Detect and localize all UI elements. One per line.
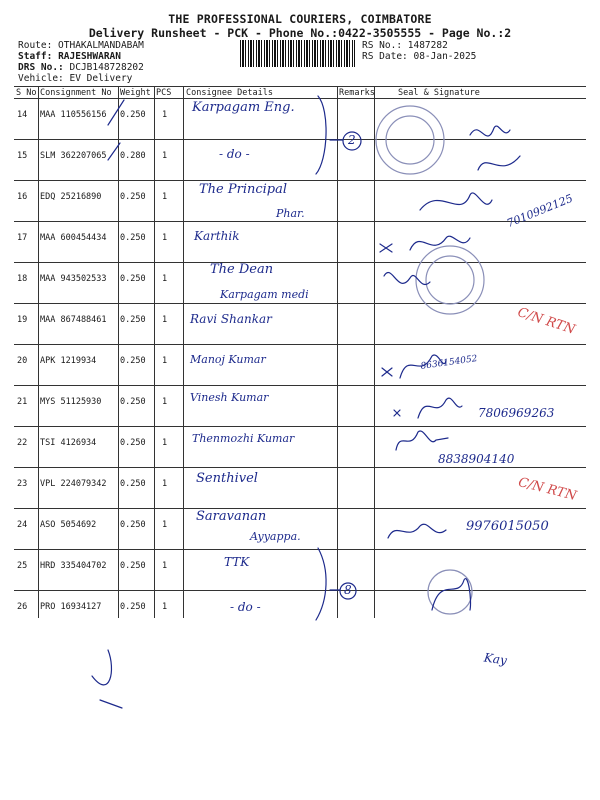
rs-date: RS Date: 08-Jan-2025 [362, 51, 477, 62]
phone-21: 7806969263 [478, 406, 555, 420]
cell-consignment: MAA 943502533 [40, 274, 107, 284]
cell-consignment: TSI 4126934 [40, 438, 97, 448]
cell-pcs: 1 [162, 479, 168, 489]
cell-sno: 16 [17, 192, 28, 202]
cell-weight: 0.250 [120, 520, 146, 530]
cn-rtn-23: C/N RTN [516, 475, 578, 504]
stray-mark [92, 650, 122, 708]
table-row [14, 303, 586, 344]
cell-sno: 18 [17, 274, 28, 284]
cell-sno: 15 [17, 151, 28, 161]
col-header-remarks: Remarks [339, 88, 375, 98]
cell-consignee: Saravanan [196, 509, 267, 524]
cell-pcs: 1 [162, 397, 168, 407]
cell-consignment: MYS 51125930 [40, 397, 102, 407]
cell-sno: 25 [17, 561, 28, 571]
table-row [14, 262, 586, 303]
table-row [14, 590, 586, 631]
cell-sno: 26 [17, 602, 28, 612]
barcode [240, 40, 355, 67]
staff-name: RAJESHWARAN [58, 51, 121, 62]
consignee-line2: Karpagam medi [220, 288, 309, 301]
cell-consignee: Karthik [194, 229, 240, 243]
cell-consignment: APK 1219934 [40, 356, 97, 366]
phone-20: 8636154052 [420, 354, 479, 372]
table-row [14, 139, 586, 180]
col-header-sno: S No [16, 88, 37, 98]
cell-weight: 0.250 [120, 315, 146, 325]
cell-weight: 0.250 [120, 192, 146, 202]
cell-consignment: HRD 335404702 [40, 561, 107, 571]
cell-sno: 23 [17, 479, 28, 489]
cell-consignee: The Dean [210, 262, 274, 277]
route-label: Route: OTHAKALMANDABAM [18, 40, 144, 51]
cell-consignee: Senthivel [196, 471, 258, 486]
cell-sno: 20 [17, 356, 28, 366]
cell-consignment: MAA 600454434 [40, 233, 107, 243]
drs-label: DRS No.: [18, 62, 64, 73]
col-header-weight: Weight [120, 88, 151, 98]
cell-sno: 17 [17, 233, 28, 243]
drs-number: DCJB148728202 [69, 62, 144, 73]
cell-sno: 21 [17, 397, 28, 407]
cell-consignment: ASO 5054692 [40, 520, 97, 530]
cell-weight: 0.250 [120, 397, 146, 407]
cn-rtn-19: C/N RTN [515, 305, 577, 338]
cell-weight: 0.250 [120, 110, 146, 120]
cell-consignee: Ravi Shankar [190, 312, 272, 326]
cell-consignee: TTK [224, 555, 250, 569]
cell-weight: 0.250 [120, 356, 146, 366]
cell-sno: 19 [17, 315, 28, 325]
consignee-line2: Ayyappa. [250, 530, 301, 543]
col-header-pcs: PCS [156, 88, 172, 98]
bottom-signature: Kay [483, 650, 508, 668]
col-header-seal: Seal & Signature [398, 88, 480, 98]
rs-number: RS No.: 1487282 [362, 40, 448, 51]
cell-consignee: Thenmozhi Kumar [192, 432, 295, 445]
cell-pcs: 1 [162, 233, 168, 243]
cell-sno: 22 [17, 438, 28, 448]
phone-22: 8838904140 [438, 452, 515, 466]
table-row [14, 221, 586, 262]
cell-pcs: 1 [162, 602, 168, 612]
cell-weight: 0.280 [120, 151, 146, 161]
cell-consignment: PRO 16934127 [40, 602, 102, 612]
cell-consignee: - do - [230, 600, 261, 614]
cell-sno: 24 [17, 520, 28, 530]
cell-consignee: Karpagam Eng. [192, 100, 295, 115]
cell-weight: 0.250 [120, 561, 146, 571]
cell-pcs: 1 [162, 192, 168, 202]
vehicle-label: Vehicle: EV Delivery [18, 73, 133, 84]
runsheet-subtitle: Delivery Runsheet - PCK - Phone No.:0422-3505555 - Page No.:2 [88, 26, 512, 40]
table-row [14, 549, 586, 590]
cell-pcs: 1 [162, 356, 168, 366]
col-header-consignee: Consignee Details [186, 88, 273, 98]
remark-row15: 2 [348, 133, 356, 147]
staff-label: Staff: [18, 51, 53, 62]
cell-pcs: 1 [162, 520, 168, 530]
remark-row26: 8 [344, 583, 352, 597]
cell-pcs: 1 [162, 315, 168, 325]
cell-weight: 0.250 [120, 479, 146, 489]
cell-pcs: 1 [162, 151, 168, 161]
cell-consignment: EDQ 25216890 [40, 192, 102, 202]
cell-consignment: SLM 362207065 [40, 151, 107, 161]
table-row [14, 467, 586, 508]
consignee-line2: Phar. [276, 207, 305, 220]
cell-consignment: VPL 224079342 [40, 479, 107, 489]
phone-17: 7010992125 [505, 191, 575, 231]
cell-pcs: 1 [162, 561, 168, 571]
cell-pcs: 1 [162, 438, 168, 448]
cell-consignee: The Principal [199, 182, 288, 197]
drs-line [18, 62, 144, 73]
cell-consignment: MAA 110556156 [40, 110, 107, 120]
table-row [14, 180, 586, 221]
cell-consignee: Manoj Kumar [190, 353, 266, 366]
cell-weight: 0.250 [120, 233, 146, 243]
cell-sno: 14 [17, 110, 28, 120]
cell-weight: 0.250 [120, 438, 146, 448]
staff-line [18, 51, 121, 62]
phone-24: 9976015050 [466, 519, 549, 534]
cell-weight: 0.250 [120, 274, 146, 284]
company-title: THE PROFESSIONAL COURIERS, COIMBATORE [168, 12, 432, 26]
cell-pcs: 1 [162, 110, 168, 120]
table-top-rule [14, 86, 586, 87]
cell-consignee: - do - [219, 147, 250, 161]
cell-pcs: 1 [162, 274, 168, 284]
cell-weight: 0.250 [120, 602, 146, 612]
cell-consignee: Vinesh Kumar [190, 391, 269, 404]
col-header-consignment: Consignment No [40, 88, 112, 98]
table-row [14, 98, 586, 139]
table-row [14, 344, 586, 385]
cell-consignment: MAA 867488461 [40, 315, 107, 325]
